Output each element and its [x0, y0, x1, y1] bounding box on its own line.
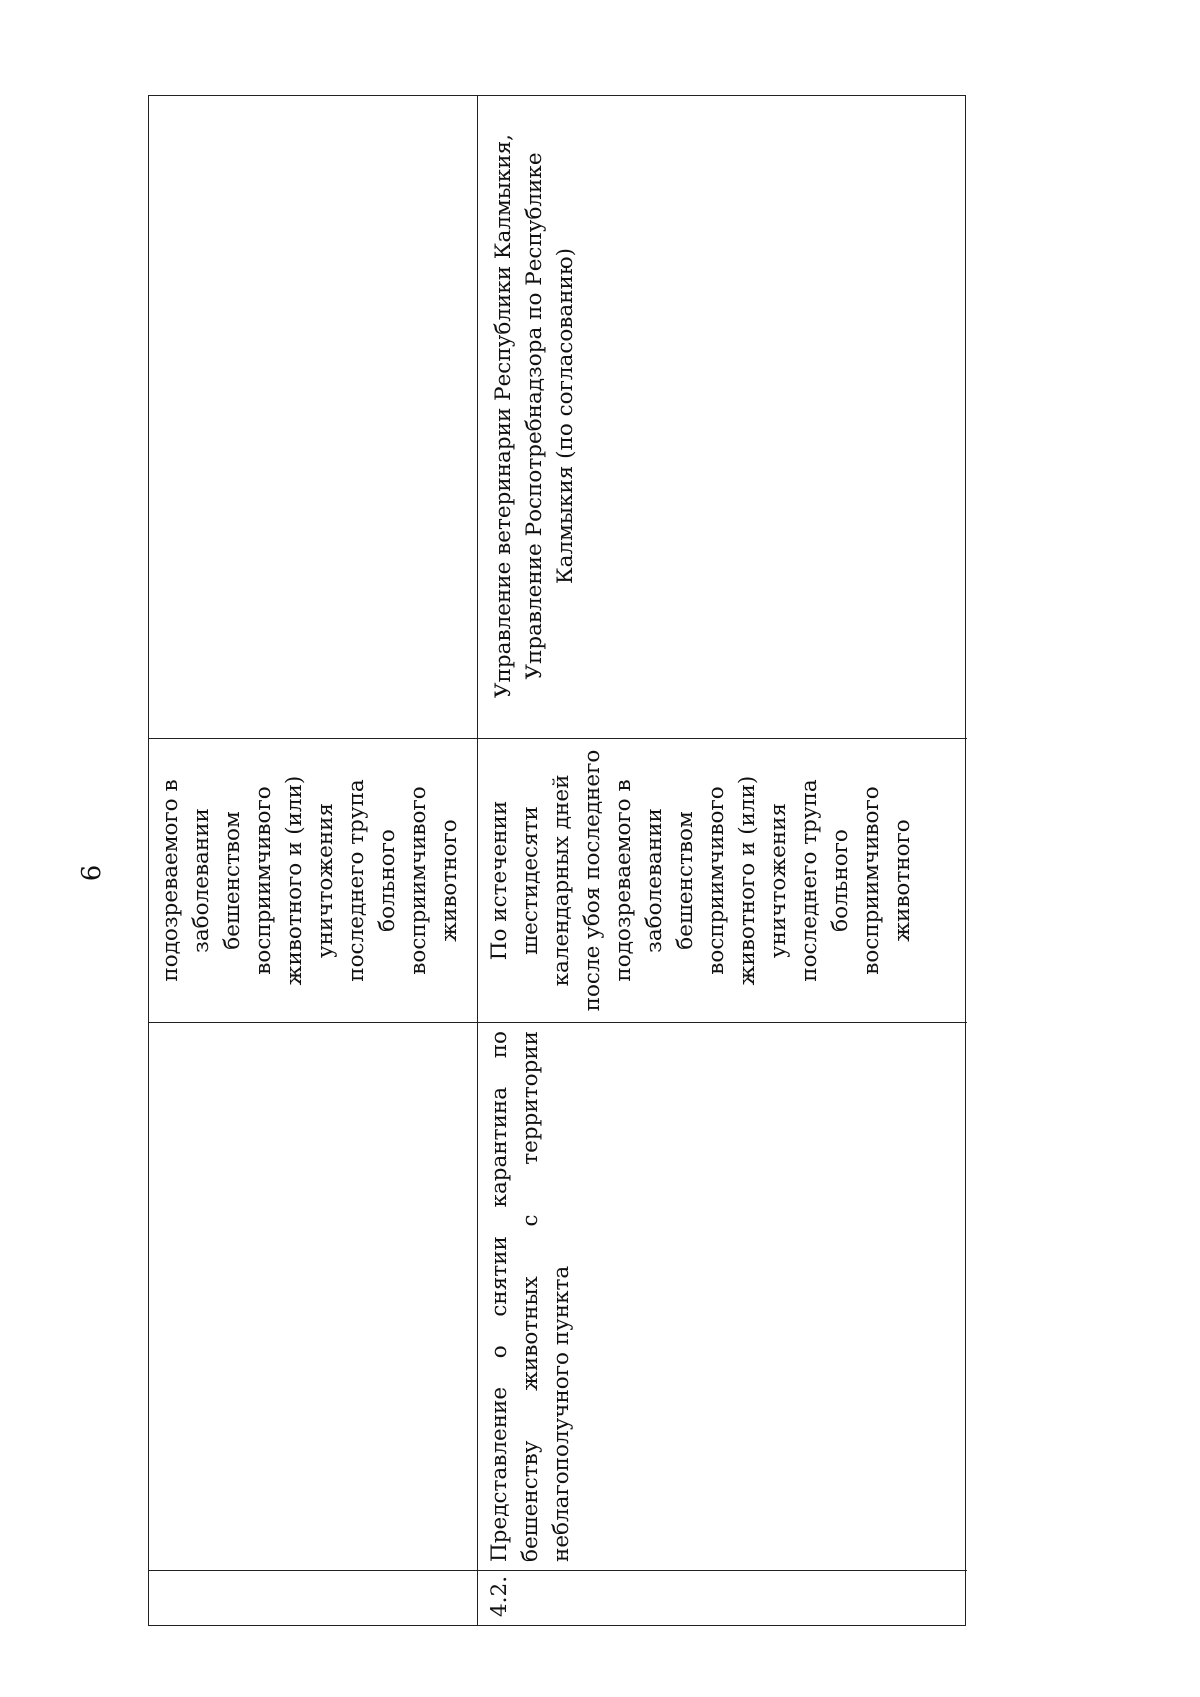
deadline-cell: подозреваемого в заболевании бешенством восприимчивого животного и (или) уничтожения последнего трупа больного восприимчивого животного [149, 739, 477, 1023]
measures-table-wrapper [148, 95, 966, 1626]
table-row [477, 96, 967, 1625]
measure-cell [478, 1023, 967, 1571]
table-row [149, 96, 477, 1625]
row-number-cell: 4.2. [487, 1575, 512, 1617]
measure-text: Представление о снятии карантина по бешенству животных с территории неблагополучного пункта [487, 1031, 574, 1562]
page-number: 6 [77, 864, 107, 882]
deadline-cell: По истечении шестидесяти календарных дней после убоя последнего подозреваемого в заболевании бешенством восприимчивого животного и (или) уничтожения последнего трупа больного восприимчивого животного [478, 739, 967, 1023]
measures-table [148, 95, 966, 1626]
row-number-cell [149, 1571, 477, 1625]
responsible-cell [149, 94, 477, 739]
responsible-cell: Управление ветеринарии Республики Калмыкия, Управление Роспотребнадзора по Республике Калмыкия (по согласованию) [478, 94, 967, 739]
measure-cell [149, 1023, 477, 1571]
